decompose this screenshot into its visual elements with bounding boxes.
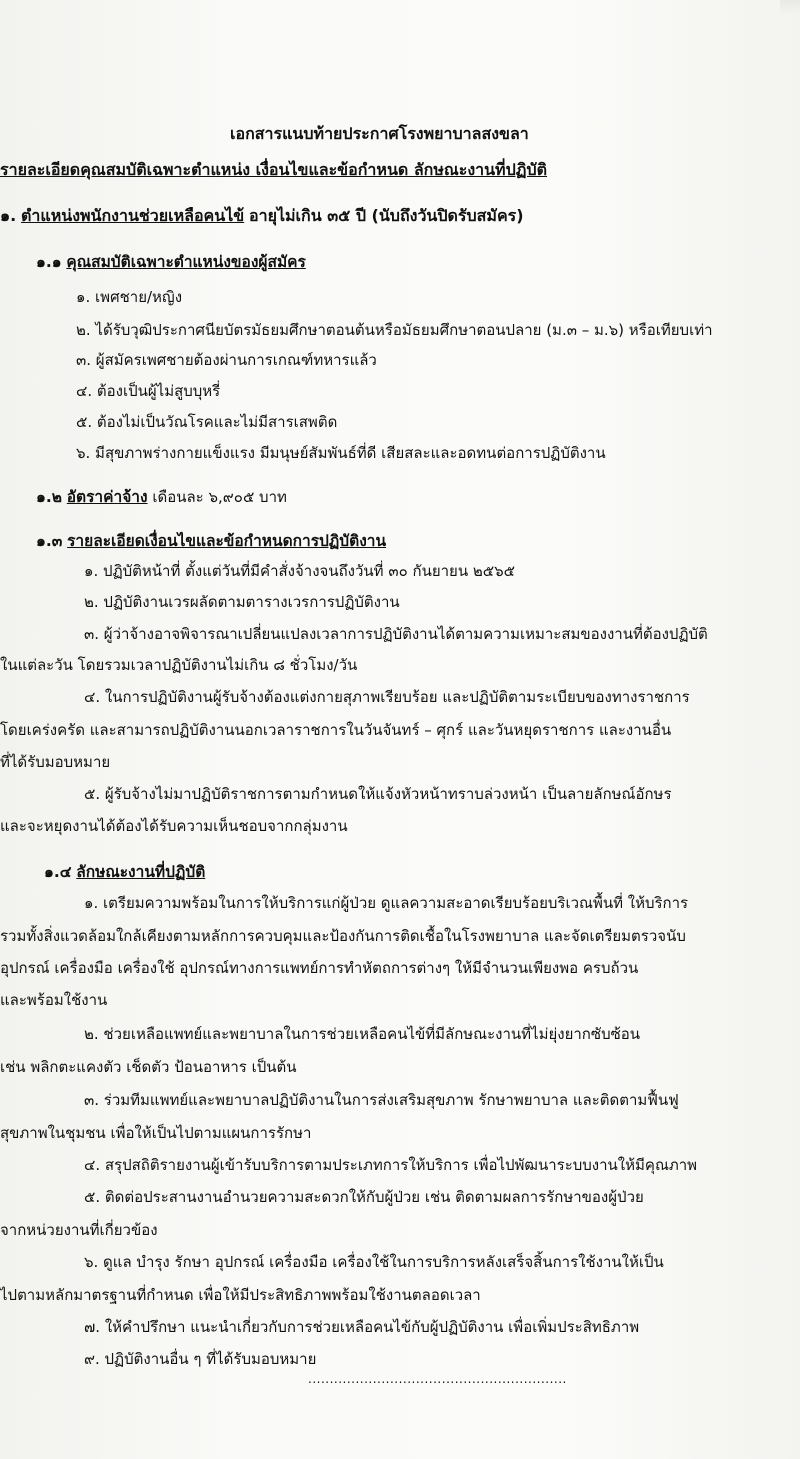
section-number: ๑.๒ (36, 488, 62, 506)
condition-line: ๒. ปฏิบัติงานเวรผลัดตามตารางเวรการปฏิบัติงาน (84, 593, 400, 611)
section-label: รายละเอียดเงื่อนไขและข้อกำหนดการปฏิบัติงาน (67, 532, 387, 550)
duty-line: ๖. ดูแล บำรุง รักษา อุปกรณ์ เครื่องมือ เครื่องใช้ในการบริการหลังเสร็จสิ้นการใช้งานให้เป็น (84, 1253, 664, 1271)
section-qualifications-heading (36, 252, 306, 272)
duty-line: ๓. ร่วมทีมแพทย์และพยาบาลปฏิบัติงานในการส่งเสริมสุขภาพ รักษาพยาบาล และติดตามฟื้นฟู (84, 1091, 679, 1109)
qualification-item: ๕. ต้องไม่เป็นวัณโรคและไม่มีสารเสพติด (76, 413, 338, 431)
duty-line: ๔. สรุปสถิติรายงานผู้เข้ารับบริการตามประเภทการให้บริการ เพื่อไปพัฒนาระบบงานให้มีคุณภาพ (84, 1156, 698, 1174)
duty-line: อุปกรณ์ เครื่องมือ เครื่องใช้ อุปกรณ์ทางการแพทย์การทำหัตถการต่างๆ ให้มีจำนวนเพียงพอ ครบถ้วน (0, 959, 639, 977)
qualification-item: ๓. ผู้สมัครเพศชายต้องผ่านการเกณฑ์ทหารแล้ว (76, 351, 377, 369)
duty-line: ๒. ช่วยเหลือแพทย์และพยาบาลในการช่วยเหลือคนไข้ที่มีลักษณะงานที่ไม่ยุ่งยากซับซ้อน (84, 1025, 641, 1043)
wage-value: เดือนละ ๖,๙๐๕ บาท (152, 488, 287, 506)
section-label: อัตราค่าจ้าง (66, 488, 148, 506)
section-number: ๑.๓ (36, 532, 63, 550)
condition-line: ๑. ปฏิบัติหน้าที่ ตั้งแต่วันที่มีคำสั่งจ้างจนถึงวันที่ ๓๐ กันยายน ๒๕๖๕ (84, 562, 515, 580)
duty-line: เช่น พลิกตะแคงตัว เช็ดตัว ป้อนอาหาร เป็นต้น (0, 1058, 297, 1076)
document-title: เอกสารแนบท้ายประกาศโรงพยาบาลสงขลา (230, 124, 529, 143)
condition-line: ๕. ผู้รับจ้างไม่มาปฏิบัติราชการตามกำหนดให้แจ้งหัวหน้าทราบล่วงหน้า เป็นลายลักษณ์อักษร (84, 785, 672, 803)
duty-line: สุขภาพในชุมชน เพื่อให้เป็นไปตามแผนการรักษา (0, 1124, 312, 1142)
duty-line: ๑. เตรียมความพร้อมในการให้บริการแก่ผู้ป่วย ดูแลความสะอาดเรียบร้อยบริเวณพื้นที่ ให้บริการ (84, 894, 689, 912)
qualification-item: ๖. มีสุขภาพร่างกายแข็งแรง มีมนุษย์สัมพันธ์ที่ดี เสียสละและอดทนต่อการปฏิบัติงาน (76, 444, 606, 462)
end-marker-dots: ............................................................ (308, 1372, 567, 1386)
condition-line: ที่ได้รับมอบหมาย (0, 753, 111, 771)
page-corner-shadow (780, 0, 800, 14)
duty-line: ๙. ปฏิบัติงานอื่น ๆ ที่ได้รับมอบหมาย (84, 1350, 317, 1368)
document-heading: รายละเอียดคุณสมบัติเฉพาะตำแหน่ง เงื่อนไขและข้อกำหนด ลักษณะงานที่ปฏิบัติ (0, 160, 548, 179)
qualification-item: ๒. ได้รับวุฒิประกาศนียบัตรมัธยมศึกษาตอนต้นหรือมัธยมศึกษาตอนปลาย (ม.๓ – ม.๖) หรือเทียบเท่า (76, 321, 713, 339)
section-wage (36, 487, 287, 507)
section-label: ลักษณะงานที่ปฏิบัติ (76, 863, 206, 881)
section-label: คุณสมบัติเฉพาะตำแหน่งของผู้สมัคร (66, 253, 306, 271)
section-conditions-heading (36, 531, 386, 551)
duty-line: ๗. ให้คำปรึกษา แนะนำเกี่ยวกับการช่วยเหลือคนไข้กับผู้ปฏิบัติงาน เพื่อเพิ่มประสิทธิภาพ (84, 1318, 640, 1336)
position-number: ๑. (0, 206, 17, 225)
position-line (0, 206, 524, 226)
condition-line: และจะหยุดงานได้ต้องได้รับความเห็นชอบจากกลุ่มงาน (0, 817, 348, 835)
condition-line: โดยเคร่งครัด และสามารถปฏิบัติงานนอกเวลาราชการในวันจันทร์ – ศุกร์ และวันหยุดราชการ และงานอื่น (0, 721, 672, 739)
duty-line: และพร้อมใช้งาน (0, 991, 108, 1009)
section-number: ๑.๑ (36, 253, 62, 271)
duty-line: ๕. ติดต่อประสานงานอำนวยความสะดวกให้กับผู้ป่วย เช่น ติดตามผลการรักษาของผู้ป่วย (84, 1188, 644, 1206)
section-duties-heading (44, 862, 205, 882)
duty-line: จากหน่วยงานที่เกี่ยวข้อง (0, 1221, 158, 1239)
position-age-note: อายุไม่เกิน ๓๕ ปี (นับถึงวันปิดรับสมัคร) (248, 206, 524, 225)
qualification-item: ๑. เพศชาย/หญิง (76, 288, 183, 306)
duty-line: รวมทั้งสิ่งแวดล้อมใกล้เคียงตามหลักการควบคุมและป้องกันการติดเชื้อในโรงพยาบาล และจัดเตรียมตรวจนับ (0, 927, 686, 945)
position-name: ตำแหน่งพนักงานช่วยเหลือคนไข้ (21, 206, 245, 225)
section-number: ๑.๔ (44, 863, 72, 881)
qualification-item: ๔. ต้องเป็นผู้ไม่สูบบุหรี่ (76, 382, 221, 400)
duty-line: ไปตามหลักมาตรฐานที่กำหนด เพื่อให้มีประสิทธิภาพพร้อมใช้งานตลอดเวลา (0, 1286, 481, 1304)
condition-line: ๓. ผู้ว่าจ้างอาจพิจารณาเปลี่ยนแปลงเวลาการปฏิบัติงานได้ตามความเหมาะสมของงานที่ต้องปฏิบัติ (84, 625, 708, 643)
condition-line: ในแต่ละวัน โดยรวมเวลาปฏิบัติงานไม่เกิน ๘ ชั่วโมง/วัน (0, 656, 358, 674)
condition-line: ๔. ในการปฏิบัติงานผู้รับจ้างต้องแต่งกายสุภาพเรียบร้อย และปฏิบัติตามระเบียบของทางราชการ (84, 688, 690, 706)
